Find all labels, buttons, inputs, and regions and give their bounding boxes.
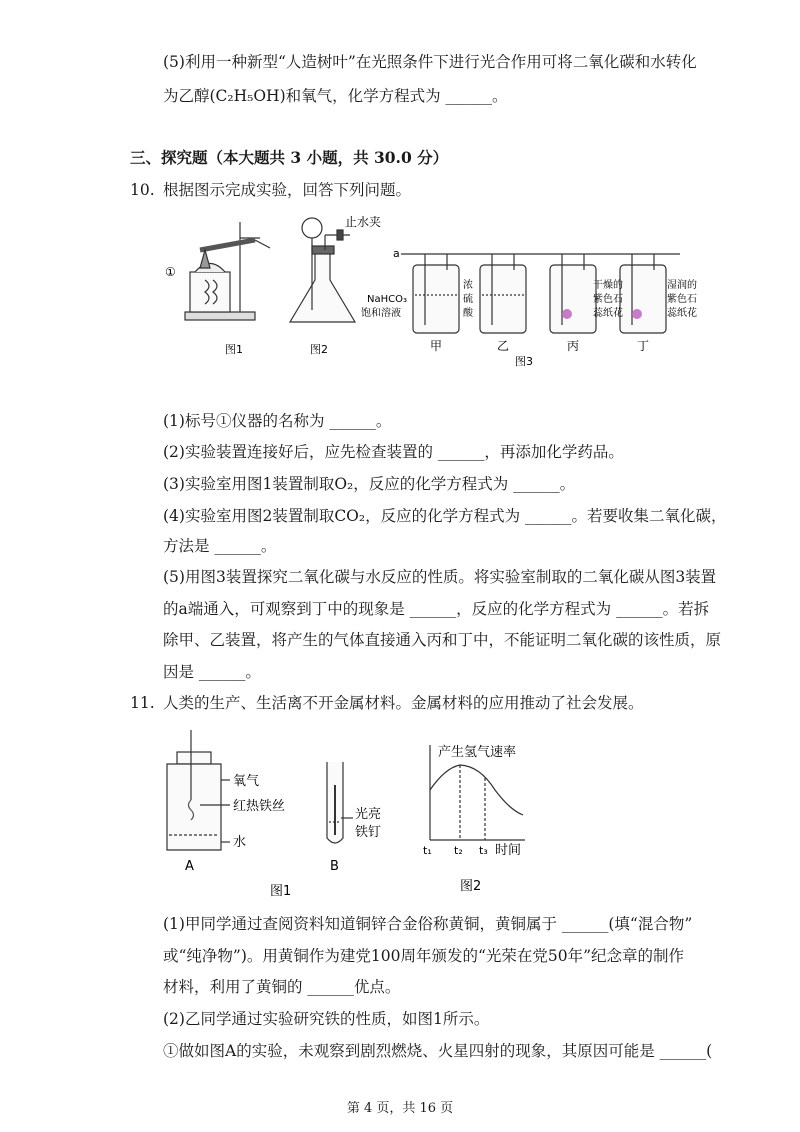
- q10-p2: (2)实验装置连接好后，应先检查装置的 ______，再添加化学药品。: [163, 443, 624, 461]
- q11-fig2-caption: 图2: [460, 879, 482, 894]
- jia-reagent-1: NaHCO₃: [367, 294, 407, 305]
- graph-t1: t₁: [423, 844, 432, 857]
- figA-jar: [167, 730, 230, 850]
- page-footer: 第 4 页，共 16 页: [346, 1101, 454, 1116]
- fig1-caption: 图1: [225, 343, 243, 356]
- bing-label-2: 紫色石: [593, 294, 623, 305]
- yi-reagent-3: 酸: [463, 308, 473, 319]
- q10-stem: 根据图示完成实验，回答下列问题。: [163, 181, 412, 199]
- oxygen-label: 氧气: [233, 774, 260, 789]
- bottle-yi: 乙: [497, 339, 510, 353]
- q10-p5a: (5)用图3装置探究二氧化碳与水反应的性质。将实验室制取的二氧化碳从图3装置: [163, 568, 717, 586]
- q10-p5c: 除甲、乙装置，将产生的气体直接通入丙和丁中，不能证明二氧化碳的该性质，原: [163, 631, 722, 649]
- clip-label: 止水夹: [345, 215, 382, 229]
- fig3-caption: 图3: [515, 355, 533, 368]
- ding-label-2: 紫色石: [667, 294, 697, 305]
- q9-part5-line2: 为乙醇(C₂H₅OH)和氧气，化学方程式为 ______。: [163, 87, 508, 105]
- bottle-jia: 甲: [430, 339, 443, 353]
- q10-number: 10.: [130, 181, 155, 199]
- q11-figures: [155, 730, 565, 900]
- q11-stem: 人类的生产、生活离不开金属材料。金属材料的应用推动了社会发展。: [163, 694, 644, 712]
- q11-p2-1: ①做如图A的实验，未观察到剧烈燃烧、火星四射的现象，其原因可能是 ______(: [163, 1042, 713, 1060]
- q11-p1b: 或“纯净物”)。用黄铜作为建党100周年颁发的“光荣在党50年”纪念章的制作: [163, 947, 685, 965]
- q9-part5-line1: (5)利用一种新型“人造树叶”在光照条件下进行光合作用可将二氧化碳和水转化: [163, 53, 697, 71]
- bing-label-3: 蕊纸花: [593, 308, 623, 319]
- wire-label: 红热铁丝: [233, 799, 286, 814]
- fig1-apparatus: [185, 222, 270, 320]
- figA-label: A: [185, 859, 194, 874]
- q10-p5d: 因是 ______。: [163, 663, 261, 681]
- bottle-bing: 丙: [567, 339, 580, 353]
- water-label: 水: [233, 835, 247, 850]
- fig2-apparatus: [290, 218, 355, 322]
- graph-t2: t₂: [454, 844, 463, 857]
- bottle-ding: 丁: [637, 339, 650, 353]
- wet-paper-flower: [632, 309, 642, 319]
- fig3-apparatus: [401, 254, 680, 333]
- q10-p5b: 的a端通入，可观察到丁中的现象是 ______，反应的化学方程式为 ______。若拆: [163, 600, 710, 618]
- dry-paper-flower: [562, 309, 572, 319]
- inlet-a: a: [393, 247, 400, 260]
- section-title: 三、探究题（本大题共 3 小题，共 30.0 分）: [130, 148, 449, 167]
- q11-number: 11.: [130, 694, 155, 712]
- q11-fig1-caption: 图1: [270, 884, 292, 899]
- nail-label-2: 铁钉: [355, 825, 382, 840]
- q10-p4a: (4)实验室用图2装置制取CO₂，反应的化学方程式为 ______。若要收集二氧化碳，: [163, 507, 727, 525]
- fig1-marker: ①: [165, 265, 176, 279]
- graph-title: 产生氢气速率: [438, 745, 517, 760]
- ding-label-1: 湿润的: [667, 280, 697, 291]
- bing-label-1: 干燥的: [593, 280, 623, 291]
- yi-reagent-2: 硫: [463, 294, 473, 305]
- jia-reagent-2: 饱和溶液: [361, 308, 401, 319]
- q10-p1: (1)标号①仪器的名称为 ______。: [163, 412, 392, 430]
- yi-reagent-1: 浓: [463, 280, 473, 291]
- fig2-caption: 图2: [310, 343, 328, 356]
- q10-apparatus-figure: [155, 210, 715, 370]
- graph-t3: t₃: [479, 844, 488, 857]
- ding-label-3: 蕊纸花: [667, 308, 697, 319]
- q11-p1a: (1)甲同学通过查阅资料知道铜锌合金俗称黄铜，黄铜属于 ______(填“混合物”: [163, 915, 693, 933]
- q10-p3: (3)实验室用图1装置制取O₂，反应的化学方程式为 ______。: [163, 475, 576, 493]
- figB-tube: [327, 762, 353, 843]
- figB-label: B: [330, 859, 339, 874]
- q11-p1c: 材料，利用了黄铜的 ______优点。: [163, 978, 401, 996]
- q11-p2: (2)乙同学通过实验研究铁的性质，如图1所示。: [163, 1010, 490, 1028]
- graph-xlabel: 时间: [495, 843, 522, 858]
- nail-label-1: 光亮: [355, 807, 382, 822]
- q10-p4b: 方法是 ______。: [163, 537, 277, 555]
